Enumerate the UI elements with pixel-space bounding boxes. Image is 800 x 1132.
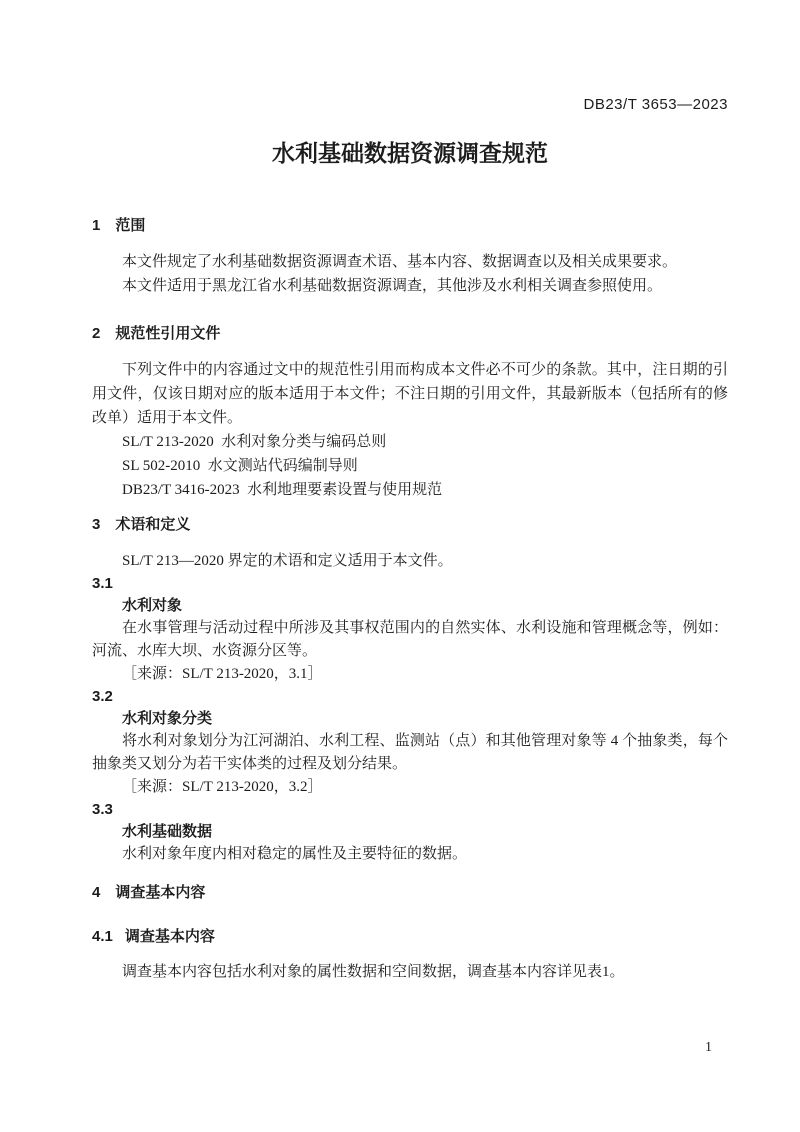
term-name: 水利基础数据 (122, 823, 213, 840)
section-1-heading (92, 216, 728, 236)
page-number: 1 (705, 1040, 712, 1055)
section-3-title: 术语和定义 (115, 516, 191, 533)
reference-item: SL/T 213-2020 水利对象分类与编码总则 (122, 434, 387, 450)
doc-code: DB23/T 3653—2023 (583, 96, 728, 113)
term-name: 水利对象分类 (122, 710, 213, 727)
reference-item: DB23/T 3416-2023 水利地理要素设置与使用规范 (122, 482, 443, 498)
section-4-1-paragraph: 调查基本内容包括水利对象的属性数据和空间数据，调查基本内容详见表1。 (122, 964, 625, 980)
term-definition: 水利对象年度内相对稳定的属性及主要特征的数据。 (122, 846, 468, 862)
reference-item: SL 502-2010 水文测站代码编制导则 (122, 458, 358, 474)
section-1-paragraph: 本文件规定了水利基础数据资源调查术语、基本内容、数据调查以及相关成果要求。 (122, 254, 678, 270)
section-3-number: 3 (92, 516, 101, 533)
section-4-1-title: 调查基本内容 (124, 928, 215, 945)
section-4-number: 4 (92, 884, 101, 901)
section-4-title: 调查基本内容 (115, 884, 206, 901)
doc-title: 水利基础数据资源调查规范 (272, 140, 548, 166)
term-source: ［来源：SL/T 213-2020，3.2］ (122, 779, 323, 795)
section-4-1-number: 4.1 (92, 928, 113, 945)
section-3-intro: SL/T 213—2020 界定的术语和定义适用于本文件。 (122, 553, 453, 569)
term-source: ［来源：SL/T 213-2020，3.1］ (122, 666, 323, 682)
term-name: 水利对象 (122, 597, 183, 614)
section-1-number: 1 (92, 217, 101, 234)
section-2-heading (92, 324, 728, 344)
term-number: 3.2 (92, 688, 113, 705)
term-number: 3.3 (92, 801, 113, 818)
section-2-title: 规范性引用文件 (115, 325, 221, 342)
section-4-1-heading (92, 927, 728, 947)
section-1-paragraph: 本文件适用于黑龙江省水利基础数据资源调查，其他涉及水利相关调查参照使用。 (122, 278, 663, 294)
term-definition: 在水事管理与活动过程中所涉及其事权范围内的自然实体、水利设施和管理概念等，例如：河流、水库大坝、水资源分区等。 (92, 620, 728, 659)
term-definition: 将水利对象划分为江河湖泊、水利工程、监测站（点）和其他管理对象等 4 个抽象类，每个抽象类又划分为若干实体类的过程及划分结果。 (92, 733, 728, 772)
section-2-paragraph: 下列文件中的内容通过文中的规范性引用而构成本文件必不可少的条款。其中，注日期的引用文件，仅该日期对应的版本适用于本文件；不注日期的引用文件，其最新版本（包括所有的修改单）适用于本文件。 (92, 362, 728, 426)
section-2-number: 2 (92, 325, 101, 342)
term-number: 3.1 (92, 575, 113, 592)
section-3-heading (92, 515, 728, 535)
section-4-heading (92, 883, 728, 903)
section-1-title: 范围 (115, 217, 146, 234)
